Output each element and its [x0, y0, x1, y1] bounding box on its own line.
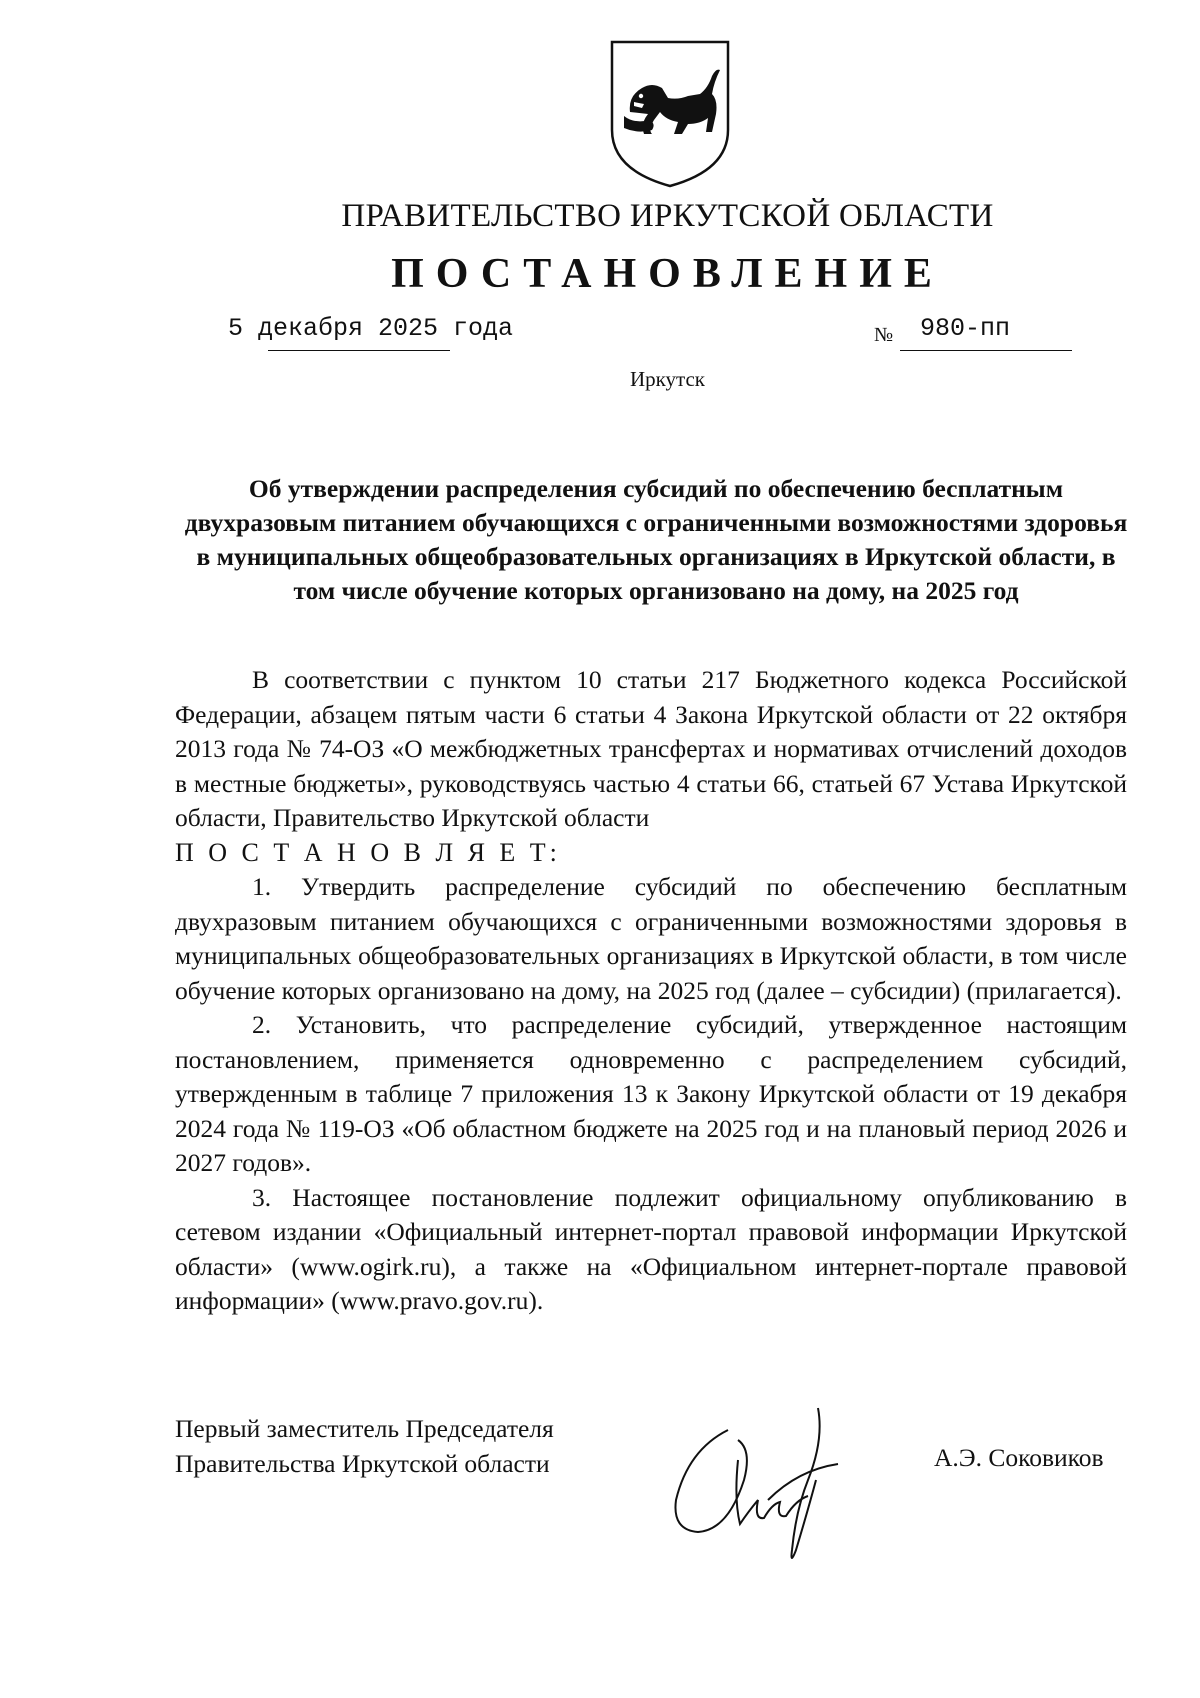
document-body [175, 663, 1127, 1319]
signer-position-line-2: Правительства Иркутской области [175, 1449, 550, 1478]
number-underline [900, 350, 1072, 351]
document-title: Об утверждении распределения субсидий по обеспечению бесплатным двухразовым питанием обучающихся с ограниченными возможностями здоровья в муниципальных общеобразовательных организациях в Иркутской области, в том числе обучение которых организовано на дому, на 2025 год [184, 474, 1128, 605]
coat-of-arms-icon [608, 38, 732, 190]
item-paragraph-3: 3. Настоящее постановление подлежит официальному опубликованию в сетевом издании «Официальный интернет-портал правовой информации Иркутской области» (www.ogirk.ru), а также на «Официальном интернет-портале правовой информации» (www.pravo.gov.ru). [175, 1182, 1127, 1315]
number-sign: № [874, 324, 894, 346]
item-paragraph-2: 2. Установить, что распределение субсидий, утвержденное настоящим постановлением, применяется одновременно с распределением субсидий, утвержденным в таблице 7 приложения 13 к Закону Иркутской области от 19 декабря 2024 года № 119-ОЗ «Об областном бюджете на 2025 год и на плановый период 2026 и 2027 годов». [175, 1010, 1127, 1177]
handwritten-signature-icon [668, 1400, 878, 1570]
document-number: 980-пп [920, 314, 1011, 343]
date-underline [268, 350, 450, 351]
document-date: 5 декабря 2025 года [228, 314, 514, 343]
item-paragraph-1: 1. Утвердить распределение субсидий по обеспечению бесплатным двухразовым питанием обучающихся с ограниченными возможностями здоровья в муниципальных общеобразовательных организациях в Иркутской области, в том числе обучение которых организовано на дому, на 2025 год (далее – субсидии) (прилагается). [175, 872, 1127, 1005]
signer-position-line-1: Первый заместитель Председателя [175, 1414, 554, 1443]
city: Иркутск [629, 367, 706, 391]
preamble-paragraph: В соответствии с пунктом 10 статьи 217 Бюджетного кодекса Российской Федерации, абзацем пятым части 6 статьи 4 Закона Иркутской области от 22 октября 2013 года № 74-ОЗ «О межбюджетных трансфертах и нормативах отчислений доходов в местные бюджеты», руководствуясь частью 4 статьи 66, статьей 67 Устава Иркутской области, Правительство Иркутской области [175, 665, 1127, 832]
signer-name: А.Э. Соковиков [934, 1443, 1104, 1472]
government-name: ПРАВИТЕЛЬСТВО ИРКУТСКОЙ ОБЛАСТИ [341, 198, 994, 234]
signer-position [175, 1411, 554, 1481]
resolves-heading: П О С Т А Н О В Л Я Е Т: [175, 837, 561, 867]
document-type: ПОСТАНОВЛЕНИЕ [391, 251, 944, 297]
